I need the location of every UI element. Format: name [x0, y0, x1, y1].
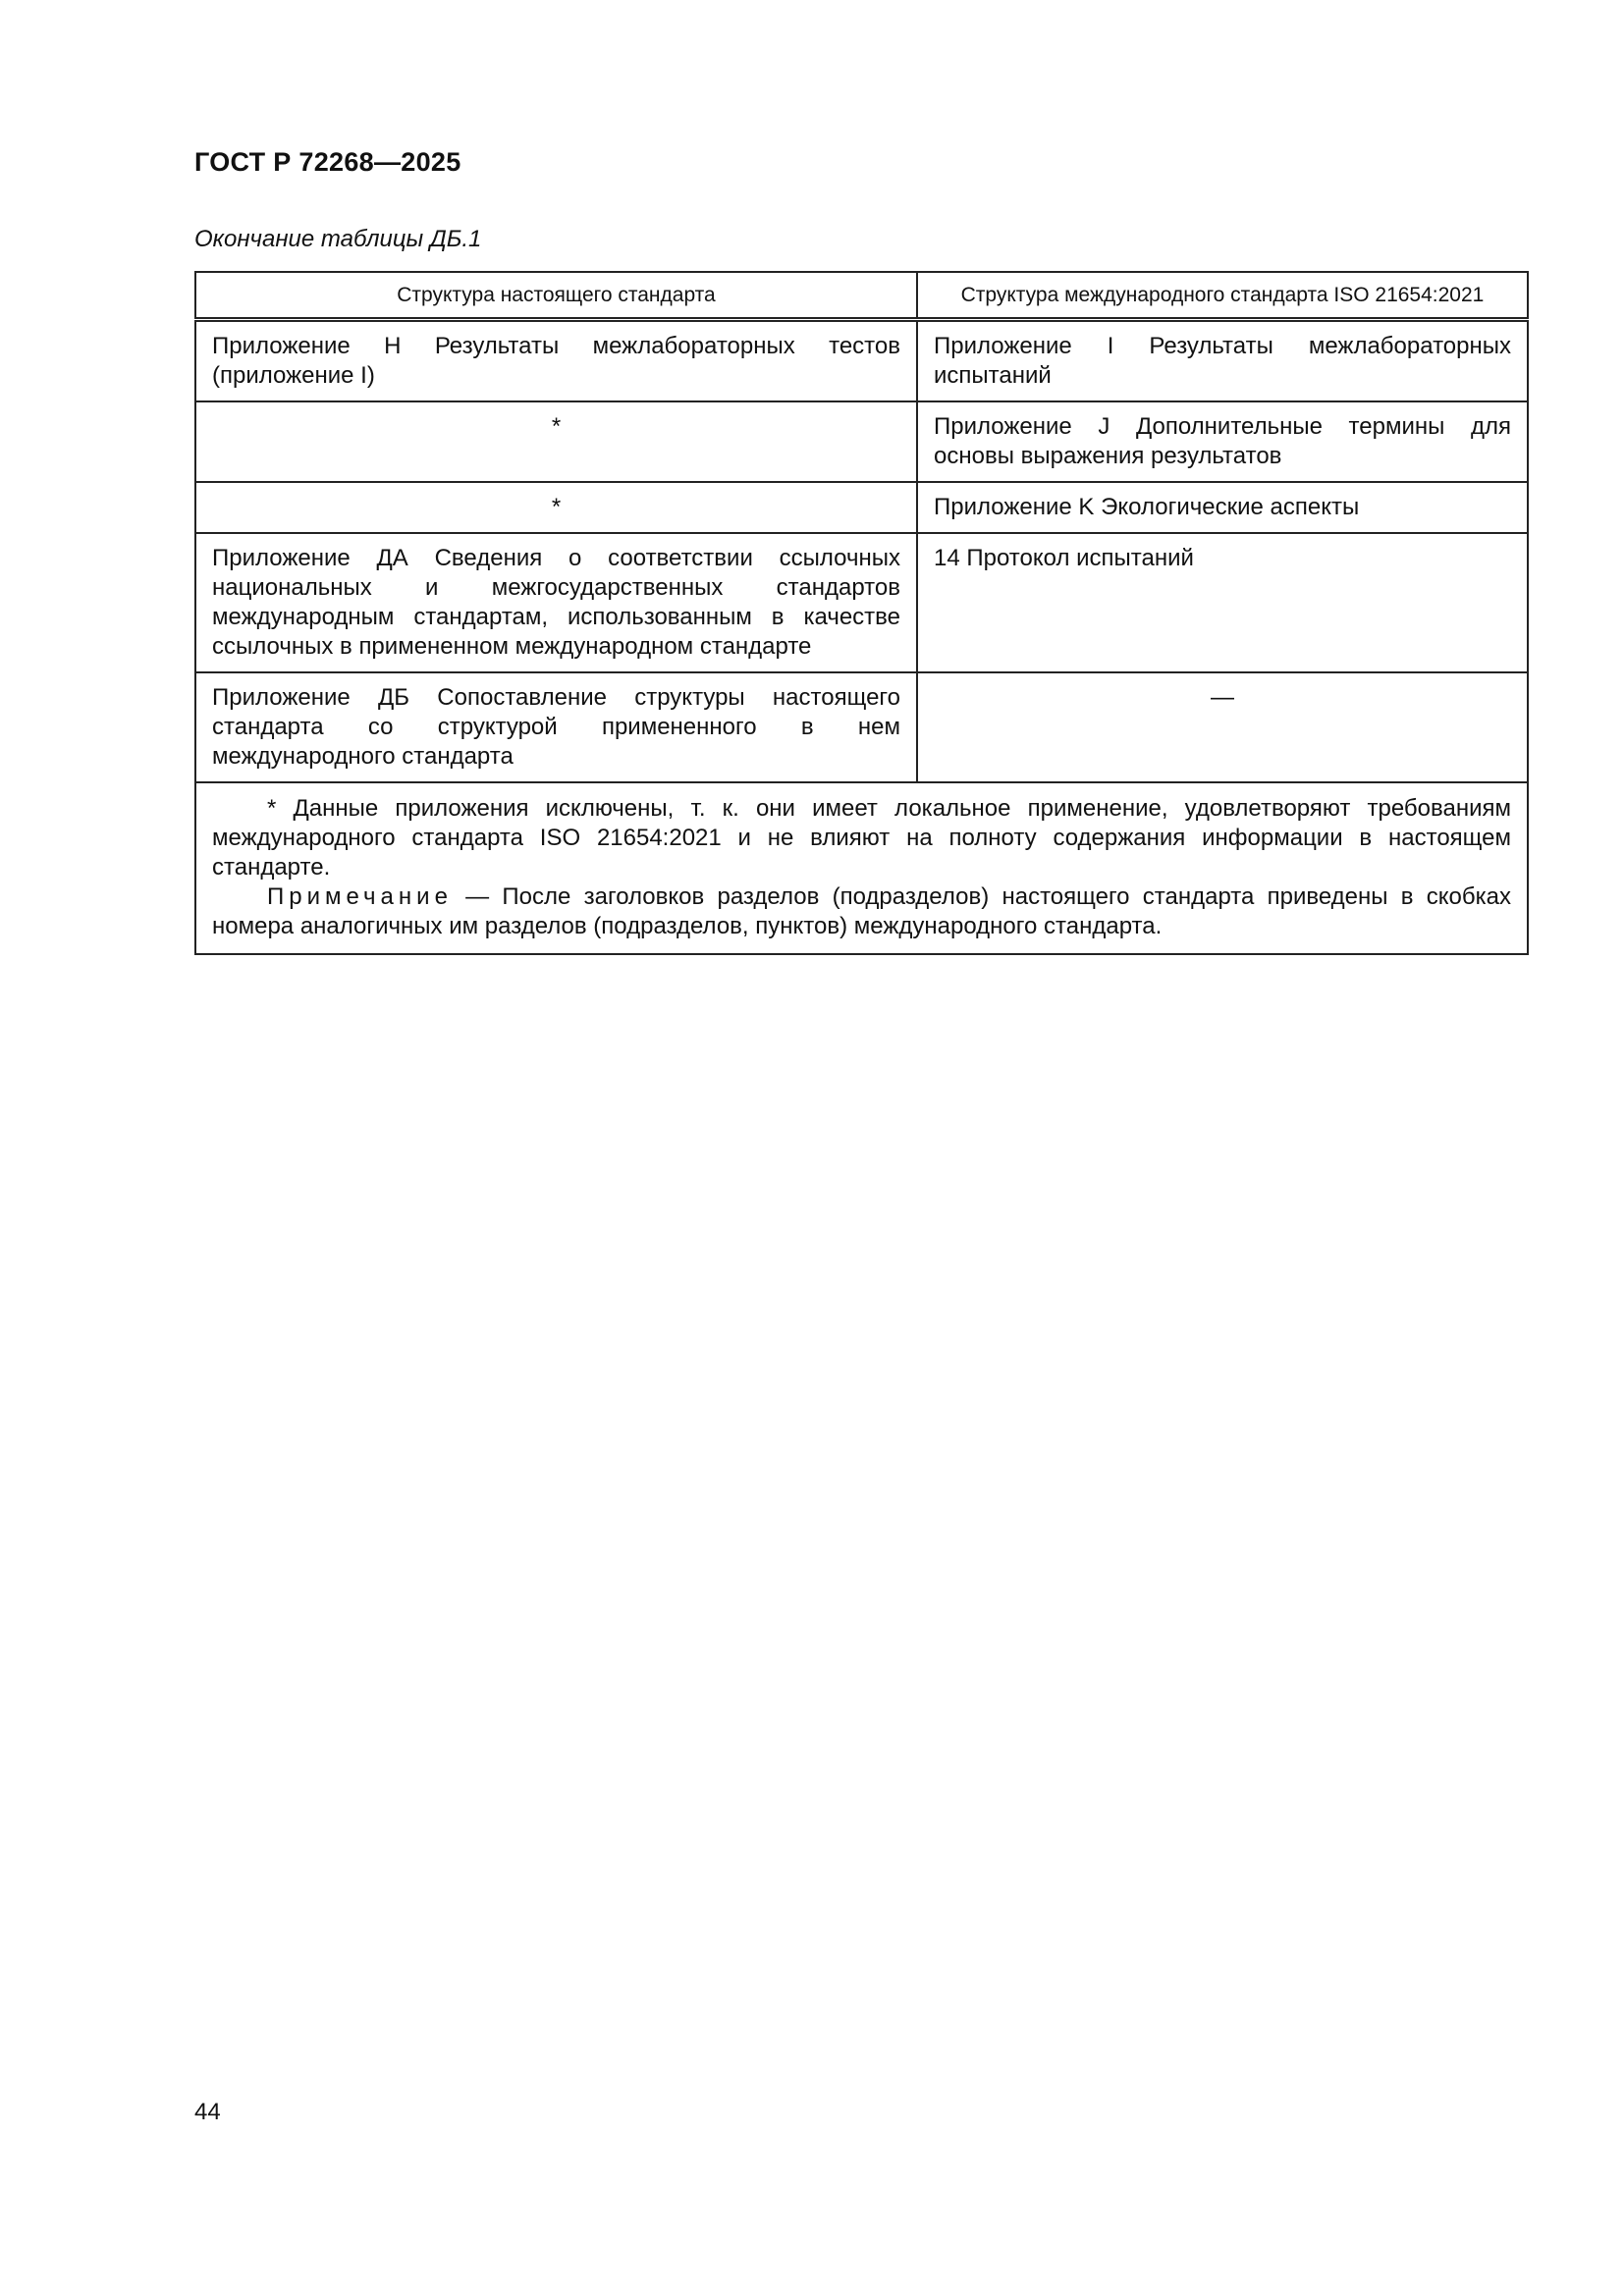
column-header-national: Структура настоящего стандарта	[195, 272, 917, 320]
cell-national: Приложение ДБ Сопоставление структуры настоящего стандарта со структурой примененного в нем международного стандарта	[195, 672, 917, 782]
table-row	[195, 482, 1528, 533]
cell-national: Приложение H Результаты межлабораторных тестов (приложение I)	[195, 320, 917, 402]
table-footnote-row	[195, 782, 1528, 954]
table-footnote-cell	[195, 782, 1528, 954]
table-row	[195, 672, 1528, 782]
cell-national: Приложение ДА Сведения о соответствии ссылочных национальных и межгосударственных стандартов международным стандартам, использованным в качестве ссылочных в примененном международном стандарте	[195, 533, 917, 672]
cell-national: *	[195, 482, 917, 533]
note-text: — После заголовков разделов (подразделов) настоящего стандарта приведены в скобках номера аналогичных им разделов (подразделов, пунктов) международного стандарта.	[212, 883, 1511, 939]
footnote-text: * Данные приложения исключены, т. к. они имеет локальное применение, удовлетворяют требованиям международного стандарта ISO 21654:2021 и не влияют на полноту содержания информации в настоящем стандарте.	[212, 795, 1511, 881]
column-header-international: Структура международного стандарта ISO 21654:2021	[917, 272, 1528, 320]
table-row	[195, 320, 1528, 402]
page-number: 44	[194, 2099, 221, 2125]
table-caption: Окончание таблицы ДБ.1	[194, 226, 482, 252]
note-paragraph	[212, 882, 1511, 941]
structure-comparison-table	[194, 271, 1529, 955]
document-header: ГОСТ Р 72268—2025	[194, 147, 461, 177]
cell-international: Приложение K Экологические аспекты	[917, 482, 1528, 533]
table-row	[195, 533, 1528, 672]
note-label: Примечание	[267, 883, 453, 910]
cell-international: Приложение I Результаты межлабораторных испытаний	[917, 320, 1528, 402]
table-header-row	[195, 272, 1528, 320]
cell-national: *	[195, 401, 917, 482]
cell-international: Приложение J Дополнительные термины для основы выражения результатов	[917, 401, 1528, 482]
cell-international: 14 Протокол испытаний	[917, 533, 1528, 672]
cell-international: —	[917, 672, 1528, 782]
table-row	[195, 401, 1528, 482]
